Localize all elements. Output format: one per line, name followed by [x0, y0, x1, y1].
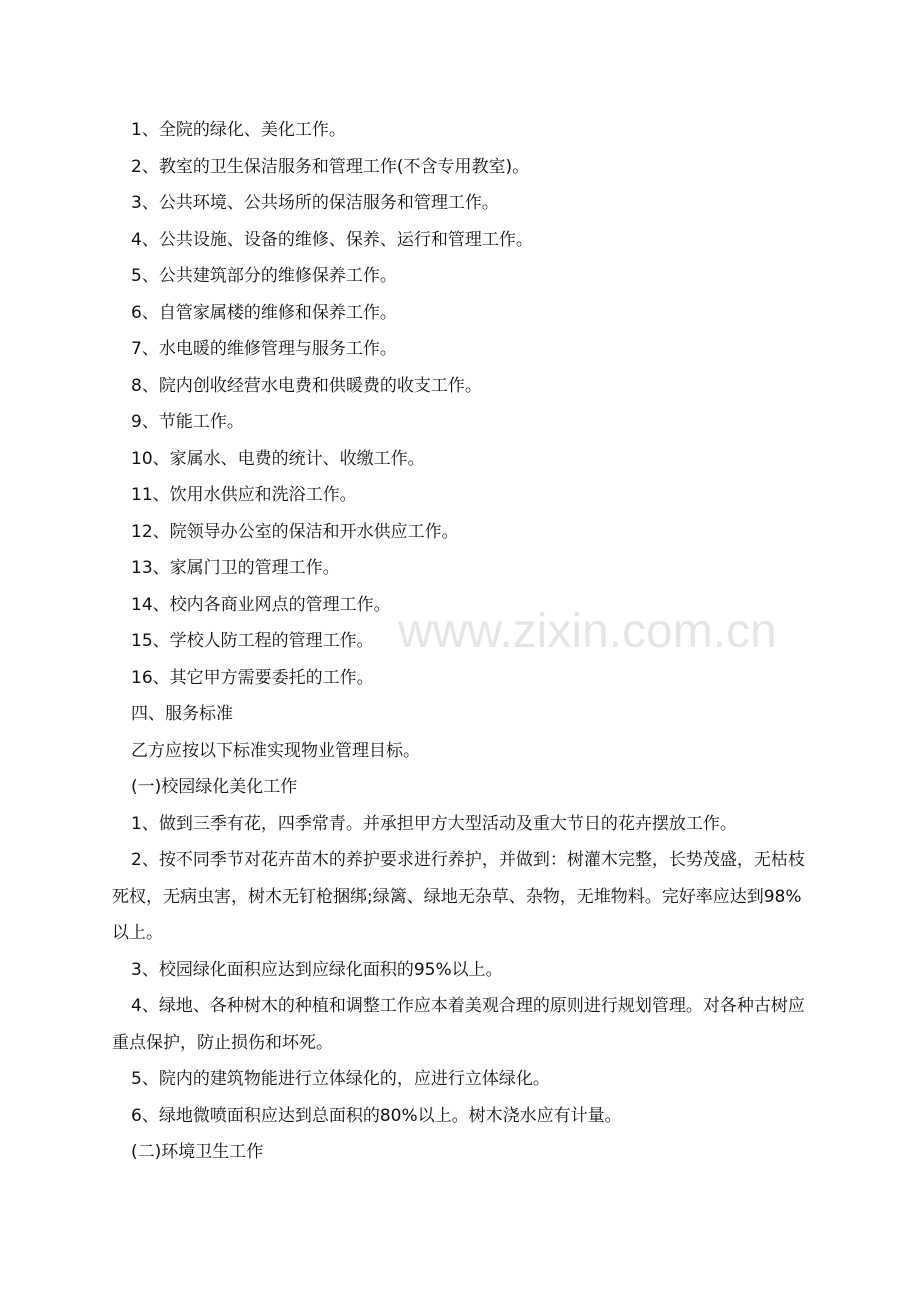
list-item: 6、自管家属楼的维修和保养工作。	[131, 302, 397, 323]
list-item: 6、绿地微喷面积应达到总面积的80%以上。树木浇水应有计量。	[131, 1105, 622, 1126]
list-item: 11、饮用水供应和洗浴工作。	[131, 485, 357, 505]
paragraph: 乙方应按以下标准实现物业管理目标。	[131, 740, 420, 761]
list-item: 3、校园绿化面积应达到应绿化面积的95%以上。	[131, 959, 503, 980]
list-item: 14、校内各商业网点的管理工作。	[131, 594, 391, 615]
list-item: 15、学校人防工程的管理工作。	[131, 631, 374, 651]
list-item: 12、院领导办公室的保洁和开水供应工作。	[131, 521, 459, 542]
list-item: 2、教室的卫生保洁服务和管理工作(不含专用教室)。	[131, 156, 530, 177]
list-item: 7、水电暖的维修管理与服务工作。	[131, 339, 397, 359]
list-item: 4、公共设施、设备的维修、保养、运行和管理工作。	[131, 229, 533, 250]
list-item: 1、全院的绿化、美化工作。	[131, 120, 346, 140]
list-item: 5、院内的建筑物能进行立体绿化的，应进行立体绿化。	[131, 1069, 550, 1089]
list-item: 13、家属门卫的管理工作。	[131, 558, 340, 578]
subsection-heading: (二)环境卫生工作	[131, 1142, 264, 1162]
list-item: 10、家属水、电费的统计、收缴工作。	[131, 448, 425, 469]
list-item: 16、其它甲方需要委托的工作。	[131, 667, 374, 688]
list-item: 3、公共环境、公共场所的保洁服务和管理工作。	[131, 193, 499, 213]
list-item: 1、做到三季有花，四季常青。并承担甲方大型活动及重大节日的花卉摆放工作。	[131, 813, 737, 834]
section-heading: 四、服务标准	[131, 704, 233, 724]
list-item: 9、节能工作。	[131, 412, 244, 432]
list-item: 8、院内创收经营水电费和供暖费的收支工作。	[131, 375, 482, 396]
watermark: www.zixin.com.cn	[398, 605, 777, 658]
subsection-heading: (一)校园绿化美化工作	[131, 777, 298, 797]
list-item: 2、按不同季节对花卉苗木的养护要求进行养护，并做到：树灌木完整，长势茂盛，无枯枝死杈，无病虫害，树木无钉枪捆绑;绿篱、绿地无杂草、杂物，无堆物料。完好率应达到98%以上。	[112, 850, 805, 943]
list-item: 5、公共建筑部分的维修保养工作。	[131, 266, 397, 286]
list-item: 4、绿地、各种树木的种植和调整工作应本着美观合理的原则进行规划管理。对各种古树应重点保护，防止损伤和坏死。	[112, 996, 805, 1053]
